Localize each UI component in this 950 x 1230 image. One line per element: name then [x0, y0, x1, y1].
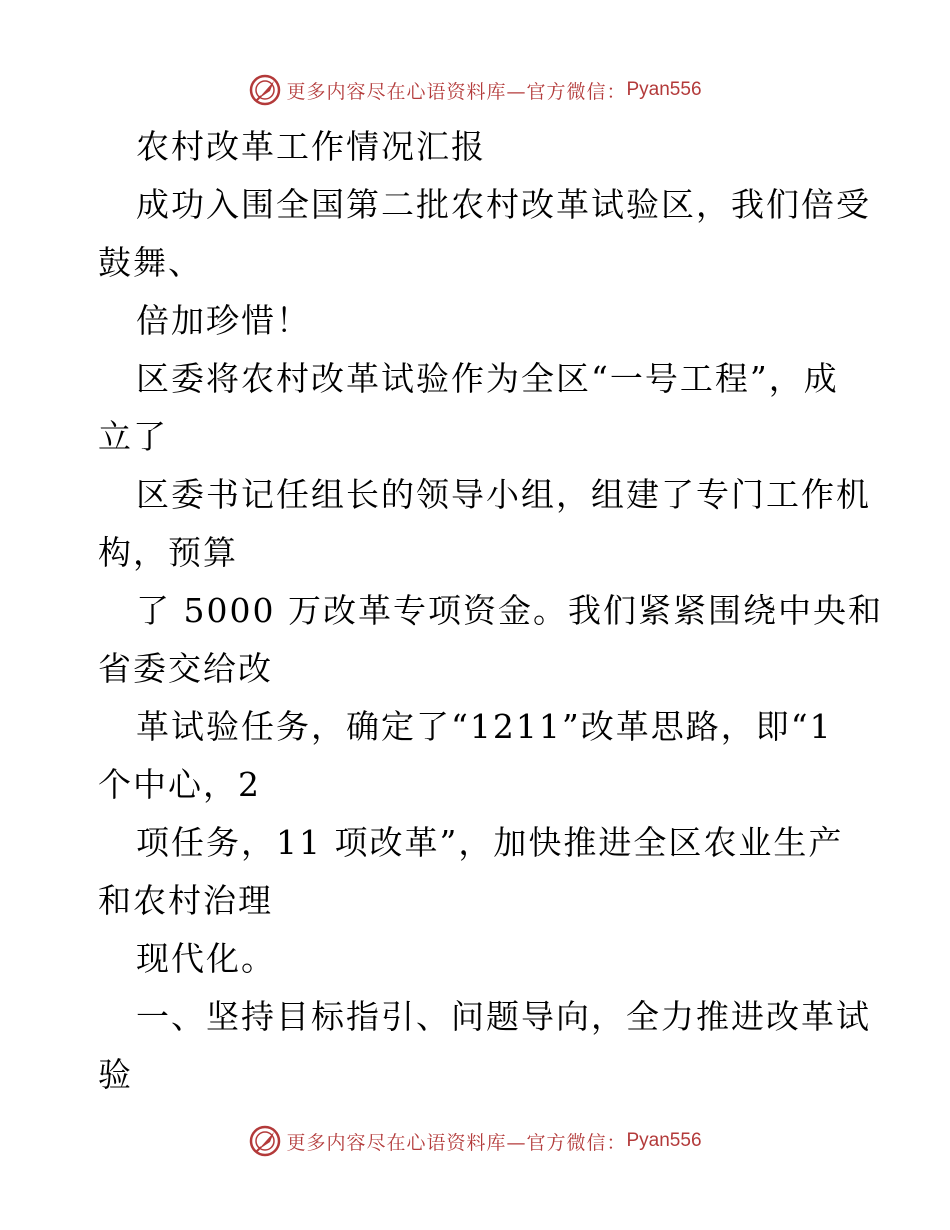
text-line: 区委书记任组长的领导小组，组建了专门工作机: [136, 475, 871, 514]
text-line: 个中心，2: [98, 765, 261, 804]
quill-pen-logo-icon: [248, 1124, 282, 1158]
text-line: 立了: [98, 417, 168, 456]
text-line: 和农村治理: [98, 881, 273, 920]
footer-watermark: [0, 1121, 950, 1161]
quill-pen-logo-icon: [248, 73, 282, 107]
text-line: 构，预算: [98, 533, 238, 572]
text-line: 区委将农村改革试验作为全区“一号工程”，成: [136, 359, 839, 398]
text-line: 倍加珍惜！: [136, 301, 311, 340]
document-title: 农村改革工作情况汇报: [136, 127, 486, 166]
text-line: 省委交给改: [98, 649, 273, 688]
text-line: 革试验任务，确定了“1211”改革思路，即“1: [136, 707, 833, 746]
header-watermark: [0, 70, 950, 110]
text-line: 了 5000 万改革专项资金。我们紧紧围绕中央和: [136, 591, 883, 630]
watermark-handle: Pyan556: [626, 79, 702, 100]
text-line: 项任务，11 项改革”，加快推进全区农业生产: [136, 823, 844, 862]
section-heading: 一、坚持目标指引、问题导向，全力推进改革试: [136, 997, 871, 1036]
watermark-text: 更多内容尽在心语资料库—官方微信：: [286, 80, 627, 103]
text-line: 鼓舞、: [98, 243, 203, 282]
text-line: 成功入围全国第二批农村改革试验区，我们倍受: [136, 185, 871, 224]
watermark-handle: Pyan556: [626, 1130, 702, 1151]
text-line: 验: [98, 1055, 133, 1094]
watermark-text: 更多内容尽在心语资料库—官方微信：: [286, 1131, 627, 1154]
text-line: 现代化。: [136, 939, 276, 978]
